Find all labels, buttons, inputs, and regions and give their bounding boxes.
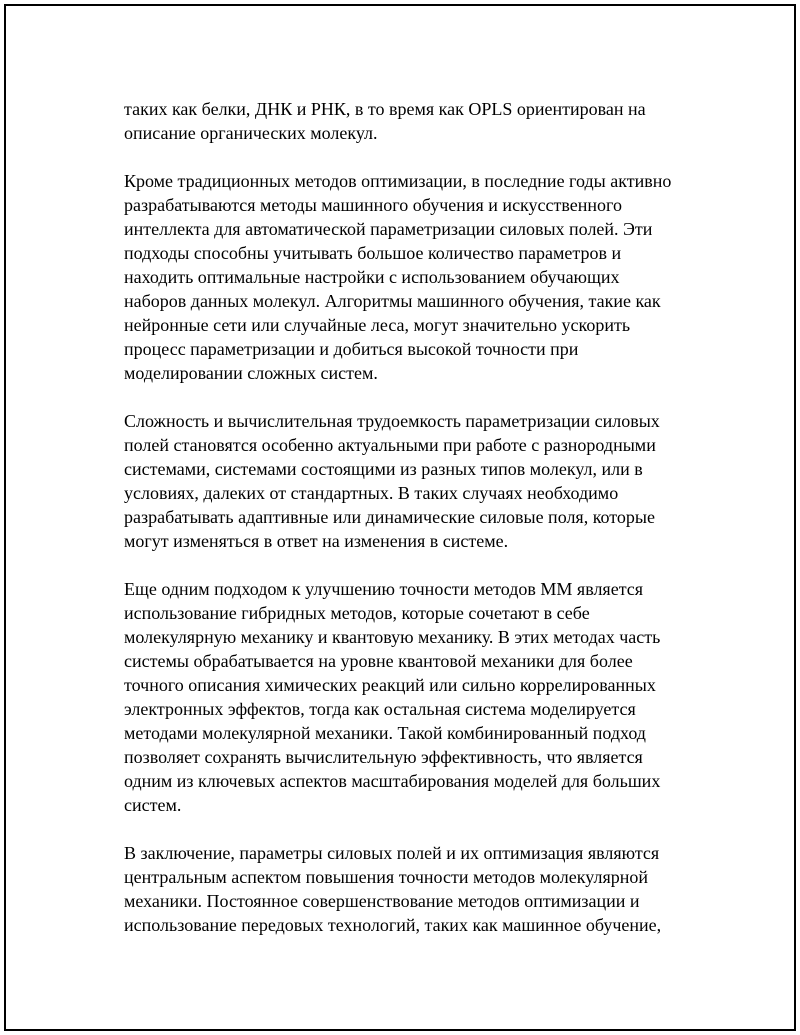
page-frame [4, 4, 796, 1031]
text-line: электронных эффектов, тогда как остальная система моделируется [124, 699, 636, 719]
text-line: наборов данных молекул. Алгоритмы машинного обучения, такие как [124, 291, 661, 311]
text-line: методами молекулярной механики. Такой комбинированный подход [124, 723, 646, 743]
text-line: точного описания химических реакций или сильно коррелированных [124, 675, 656, 695]
text-line: могут изменяться в ответ на изменения в системе. [124, 531, 509, 551]
text-line: использование передовых технологий, таких как машинное обучение, [124, 915, 662, 935]
text-line: систем. [124, 795, 182, 815]
text-line: интеллекта для автоматической параметризации силовых полей. Эти [124, 219, 653, 239]
text-line: системами, системами состоящими из разных типов молекул, или в [124, 459, 643, 479]
text-line: молекулярную механику и квантовую механику. В этих методах часть [124, 627, 661, 647]
text-line: В заключение, параметры силовых полей и их оптимизация являются [124, 843, 660, 863]
text-line: таких как белки, ДНК и РНК, в то время как OPLS ориентирован на [124, 99, 646, 119]
text-line: позволяет сохранять вычислительную эффективность, что является [124, 747, 643, 767]
text-line: механики. Постоянное совершенствование методов оптимизации и [124, 891, 640, 911]
text-line: использование гибридных методов, которые сочетают в себе [124, 603, 590, 623]
text-line: полей становятся особенно актуальными при работе с разнородными [124, 435, 656, 455]
text-line: Сложность и вычислительная трудоемкость параметризации силовых [124, 411, 660, 431]
text-line: условиях, далеких от стандартных. В таких случаях необходимо [124, 483, 619, 503]
text-line: Еще одним подходом к улучшению точности методов ММ является [124, 579, 644, 599]
text-line: одним из ключевых аспектов масштабирования моделей для больших [124, 771, 661, 791]
text-line: находить оптимальные настройки с использованием обучающих [124, 267, 620, 287]
text-line: подходы способны учитывать большое количество параметров и [124, 243, 622, 263]
paragraph [124, 409, 704, 553]
paragraph [124, 841, 704, 937]
text-line: процесс параметризации и добиться высокой точности при [124, 339, 579, 359]
text-line: описание органических молекул. [124, 123, 378, 143]
text-line: системы обрабатывается на уровне квантовой механики для более [124, 651, 633, 671]
document-body [124, 97, 704, 961]
text-line: Кроме традиционных методов оптимизации, в последние годы активно [124, 171, 672, 191]
text-line: разрабатываются методы машинного обучения и искусственного [124, 195, 622, 215]
paragraph [124, 577, 704, 817]
text-line: разрабатывать адаптивные или динамические силовые поля, которые [124, 507, 656, 527]
text-line: центральным аспектом повышения точности методов молекулярной [124, 867, 648, 887]
text-line: моделировании сложных систем. [124, 363, 378, 383]
text-line: нейронные сети или случайные леса, могут значительно ускорить [124, 315, 631, 335]
paragraph [124, 169, 704, 385]
paragraph [124, 97, 704, 145]
